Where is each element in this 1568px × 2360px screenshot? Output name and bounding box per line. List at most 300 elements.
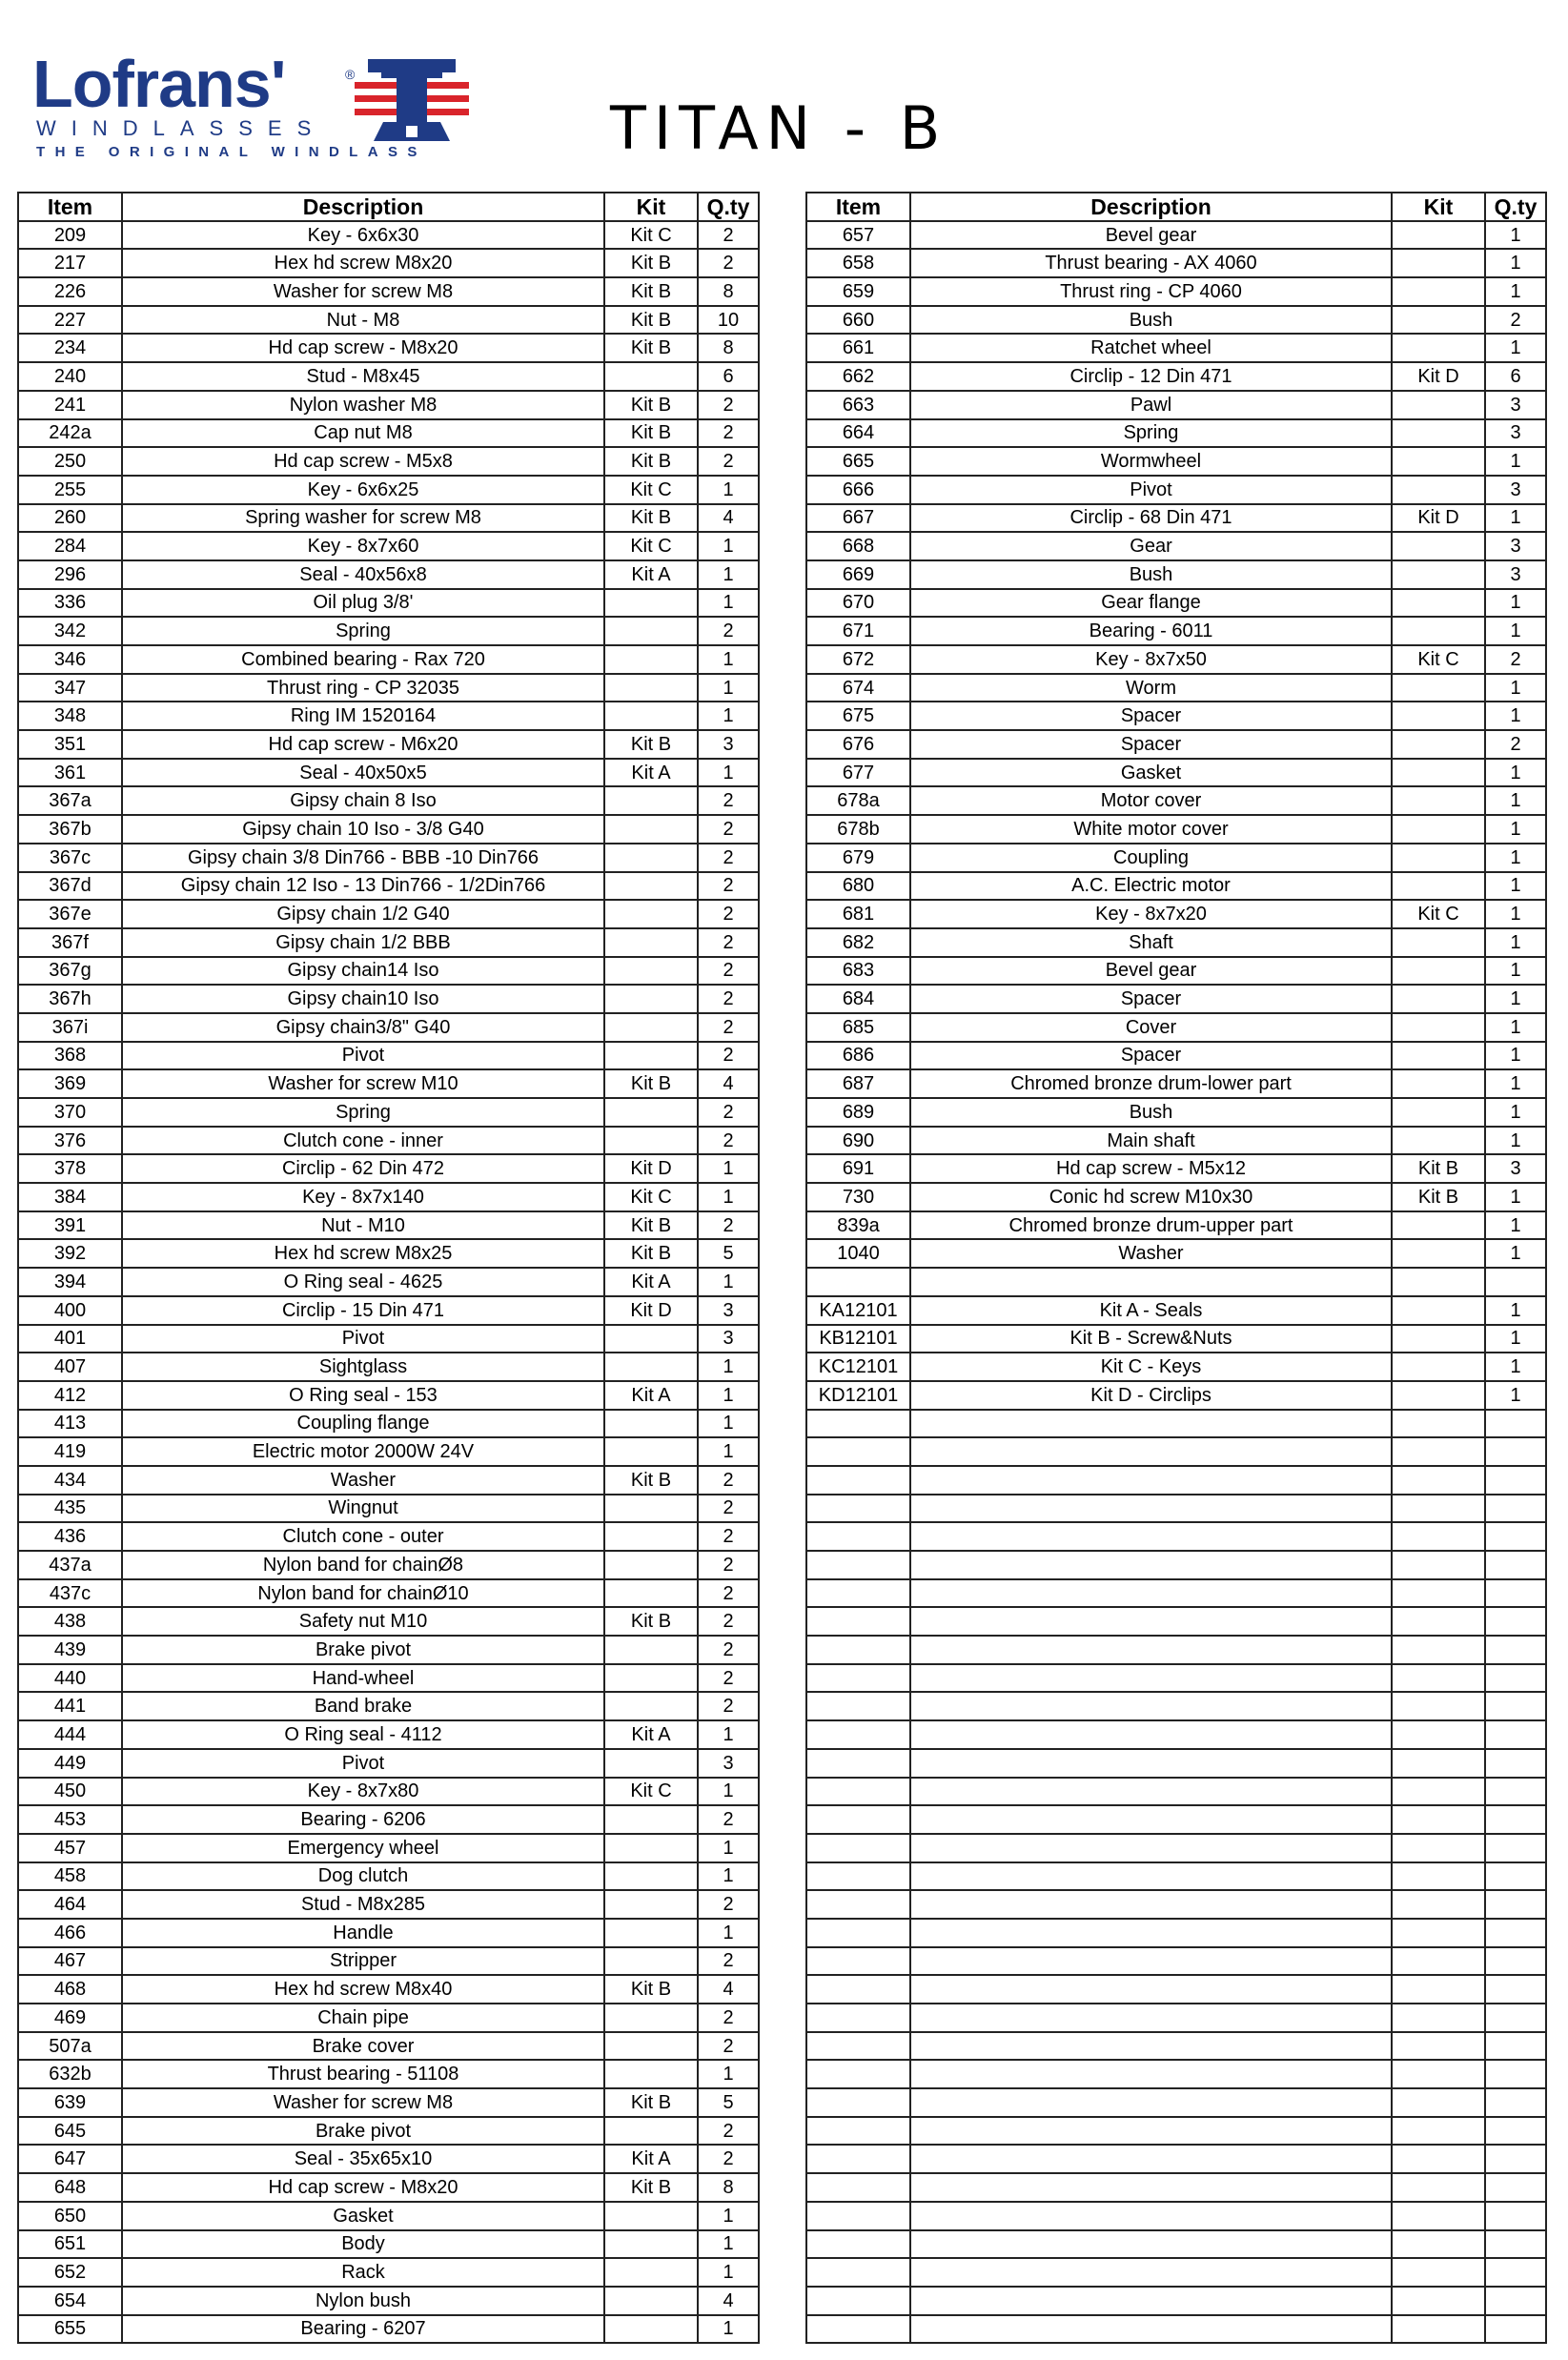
cell-item (806, 1410, 910, 1438)
cell-description: Shaft (910, 928, 1392, 957)
cell-item: 392 (18, 1239, 122, 1268)
cell-qty (1485, 2088, 1546, 2117)
cell-qty: 1 (1485, 759, 1546, 787)
cell-kit (604, 786, 698, 815)
table-row (806, 2032, 1546, 2061)
header-description: Description (910, 193, 1392, 221)
cell-description (910, 2202, 1392, 2230)
cell-item: 675 (806, 702, 910, 730)
cell-description: Chain pipe (122, 2004, 604, 2032)
cell-kit (604, 928, 698, 957)
table-row (806, 334, 1546, 362)
header-qty: Q.ty (698, 193, 759, 221)
cell-kit (1392, 2258, 1485, 2287)
cell-qty: 2 (698, 1551, 759, 1579)
cell-description (910, 1437, 1392, 1466)
table-row (806, 1890, 1546, 1919)
cell-item: 662 (806, 362, 910, 391)
table-row (18, 702, 759, 730)
table-row (806, 476, 1546, 504)
registered-mark: ® (345, 67, 356, 82)
cell-description: Ring IM 1520164 (122, 702, 604, 730)
cell-item: 659 (806, 277, 910, 306)
cell-item: 665 (806, 447, 910, 476)
cell-item: 645 (18, 2117, 122, 2146)
table-row (806, 957, 1546, 986)
table-row (806, 1239, 1546, 1268)
table-row (18, 1664, 759, 1693)
table-row (18, 2202, 759, 2230)
cell-qty: 1 (1485, 702, 1546, 730)
cell-kit (1392, 1127, 1485, 1155)
cell-kit (1392, 2060, 1485, 2088)
cell-item (806, 2088, 910, 2117)
cell-description: Key - 8x7x80 (122, 1778, 604, 1806)
cell-description: Washer for screw M10 (122, 1069, 604, 1098)
table-row (18, 617, 759, 645)
cell-description: Circlip - 68 Din 471 (910, 504, 1392, 533)
cell-qty (1485, 2202, 1546, 2230)
cell-kit (604, 900, 698, 928)
header-item: Item (18, 193, 122, 221)
cell-kit (1392, 1013, 1485, 1042)
cell-description: Nylon bush (122, 2287, 604, 2315)
table-row (18, 1636, 759, 1664)
cell-qty: 1 (1485, 1098, 1546, 1127)
cell-kit (1392, 1862, 1485, 1891)
cell-qty: 2 (698, 419, 759, 448)
cell-kit (1392, 2032, 1485, 2061)
cell-kit (1392, 476, 1485, 504)
cell-qty: 1 (698, 702, 759, 730)
cell-qty: 1 (1485, 786, 1546, 815)
cell-kit (1392, 872, 1485, 901)
cell-item: 348 (18, 702, 122, 730)
cell-qty: 1 (698, 2230, 759, 2259)
table-row (806, 419, 1546, 448)
cell-item: 647 (18, 2145, 122, 2173)
cell-item: 342 (18, 617, 122, 645)
table-row (18, 2287, 759, 2315)
table-row (806, 1495, 1546, 1523)
table-row (806, 249, 1546, 277)
cell-kit (1392, 1579, 1485, 1608)
cell-qty: 1 (698, 2060, 759, 2088)
table-row (18, 900, 759, 928)
table-row (18, 391, 759, 419)
cell-description: Gipsy chain 1/2 BBB (122, 928, 604, 957)
cell-kit (1392, 1239, 1485, 1268)
cell-kit (1392, 1692, 1485, 1720)
cell-qty: 3 (1485, 532, 1546, 560)
cell-description: Key - 8x7x60 (122, 532, 604, 560)
cell-qty: 1 (1485, 221, 1546, 250)
table-row (806, 1522, 1546, 1551)
cell-description: Pivot (122, 1749, 604, 1778)
cell-description: Hd cap screw - M5x8 (122, 447, 604, 476)
cell-kit: Kit C (1392, 645, 1485, 674)
cell-qty: 2 (698, 844, 759, 872)
cell-kit (604, 702, 698, 730)
cell-description (910, 1720, 1392, 1749)
cell-qty: 3 (1485, 1154, 1546, 1183)
cell-item: 434 (18, 1466, 122, 1495)
cell-item (806, 2230, 910, 2259)
cell-kit: Kit C (604, 221, 698, 250)
cell-qty: 2 (698, 2004, 759, 2032)
cell-kit (1392, 249, 1485, 277)
cell-qty: 1 (698, 645, 759, 674)
cell-qty: 2 (698, 2032, 759, 2061)
cell-kit (1392, 306, 1485, 335)
cell-description: Seal - 40x56x8 (122, 560, 604, 589)
cell-item: 435 (18, 1495, 122, 1523)
cell-qty: 2 (698, 1890, 759, 1919)
cell-kit (1392, 1211, 1485, 1240)
table-row (18, 1296, 759, 1325)
cell-item: 652 (18, 2258, 122, 2287)
table-row (806, 1749, 1546, 1778)
cell-kit (604, 1805, 698, 1834)
cell-item: 668 (806, 532, 910, 560)
cell-description: Pivot (122, 1042, 604, 1070)
table-row (806, 786, 1546, 815)
cell-qty: 1 (1485, 1013, 1546, 1042)
table-row (18, 532, 759, 560)
cell-qty: 6 (698, 362, 759, 391)
cell-kit (1392, 2004, 1485, 2032)
cell-item (806, 1268, 910, 1296)
table-row (18, 1947, 759, 1976)
cell-description: Nylon washer M8 (122, 391, 604, 419)
cell-item: 367d (18, 872, 122, 901)
cell-qty: 1 (1485, 1069, 1546, 1098)
cell-item: 449 (18, 1749, 122, 1778)
cell-qty (1485, 1495, 1546, 1523)
cell-qty (1485, 2315, 1546, 2344)
cell-qty: 3 (698, 1296, 759, 1325)
table-row (806, 447, 1546, 476)
cell-description (910, 1579, 1392, 1608)
cell-kit (1392, 730, 1485, 759)
cell-description (910, 2230, 1392, 2259)
cell-kit (1392, 1720, 1485, 1749)
table-row (18, 730, 759, 759)
cell-kit: Kit D (1392, 504, 1485, 533)
cell-qty (1485, 1720, 1546, 1749)
table-row (806, 1947, 1546, 1976)
cell-kit (1392, 1522, 1485, 1551)
cell-qty: 1 (1485, 249, 1546, 277)
table-row (18, 1890, 759, 1919)
cell-qty: 1 (1485, 1296, 1546, 1325)
cell-description: Gipsy chain3/8" G40 (122, 1013, 604, 1042)
header-kit: Kit (604, 193, 698, 221)
cell-kit (604, 617, 698, 645)
table-row (18, 2315, 759, 2344)
table-row (806, 1834, 1546, 1862)
cell-kit: Kit C (604, 476, 698, 504)
cell-qty: 1 (698, 1437, 759, 1466)
cell-description (910, 1692, 1392, 1720)
cell-kit: Kit B (604, 391, 698, 419)
cell-item: 241 (18, 391, 122, 419)
cell-kit: Kit B (604, 1211, 698, 1240)
cell-qty: 2 (698, 617, 759, 645)
table-row (18, 1381, 759, 1410)
cell-qty: 5 (698, 2088, 759, 2117)
cell-qty: 2 (1485, 730, 1546, 759)
cell-description: O Ring seal - 4112 (122, 1720, 604, 1749)
cell-description (910, 1495, 1392, 1523)
cell-qty: 2 (698, 1466, 759, 1495)
table-row (806, 759, 1546, 787)
cell-kit (1392, 674, 1485, 702)
table-row (806, 1778, 1546, 1806)
cell-description: Hex hd screw M8x25 (122, 1239, 604, 1268)
table-row (18, 2173, 759, 2202)
cell-item (806, 1522, 910, 1551)
cell-description: Gear (910, 532, 1392, 560)
cell-description (910, 2145, 1392, 2173)
cell-qty: 1 (698, 1410, 759, 1438)
cell-qty: 1 (698, 1183, 759, 1211)
cell-qty: 4 (698, 1069, 759, 1098)
table-row (18, 1692, 759, 1720)
cell-description (910, 2060, 1392, 2088)
cell-description: Cover (910, 1013, 1392, 1042)
cell-item: 691 (806, 1154, 910, 1183)
cell-kit (1392, 221, 1485, 250)
cell-description: Spring (910, 419, 1392, 448)
cell-description: Bush (910, 1098, 1392, 1127)
cell-kit (1392, 957, 1485, 986)
cell-item: 391 (18, 1211, 122, 1240)
cell-item: 401 (18, 1325, 122, 1353)
cell-kit (604, 1325, 698, 1353)
table-row (806, 1862, 1546, 1891)
cell-description: Thrust ring - CP 4060 (910, 277, 1392, 306)
cell-qty (1485, 1890, 1546, 1919)
cell-qty: 2 (698, 786, 759, 815)
table-row (18, 1551, 759, 1579)
cell-qty: 2 (1485, 306, 1546, 335)
table-row (806, 1098, 1546, 1127)
cell-qty (1485, 1551, 1546, 1579)
cell-kit: Kit A (604, 560, 698, 589)
cell-qty (1485, 1692, 1546, 1720)
cell-item: 376 (18, 1127, 122, 1155)
cell-kit (604, 1127, 698, 1155)
cell-description (910, 2004, 1392, 2032)
table-row (806, 1325, 1546, 1353)
cell-item: 1040 (806, 1239, 910, 1268)
cell-kit (604, 1579, 698, 1608)
cell-item: 450 (18, 1778, 122, 1806)
cell-description (910, 1410, 1392, 1438)
cell-item: 438 (18, 1607, 122, 1636)
table-row (18, 2230, 759, 2259)
cell-item: KC12101 (806, 1353, 910, 1381)
table-row (806, 1919, 1546, 1947)
cell-item: 661 (806, 334, 910, 362)
cell-qty: 1 (698, 1834, 759, 1862)
table-header-row (806, 193, 1546, 221)
table-row (806, 1353, 1546, 1381)
cell-kit (1392, 1890, 1485, 1919)
table-row (18, 1098, 759, 1127)
cell-kit (1392, 2230, 1485, 2259)
cell-qty: 3 (1485, 560, 1546, 589)
cell-qty: 3 (1485, 391, 1546, 419)
table-row (18, 1522, 759, 1551)
cell-qty: 2 (698, 872, 759, 901)
cell-description (910, 1862, 1392, 1891)
cell-description (910, 1636, 1392, 1664)
cell-description: Main shaft (910, 1127, 1392, 1155)
cell-qty: 2 (698, 1211, 759, 1240)
table-row (806, 2287, 1546, 2315)
table-row (18, 1495, 759, 1523)
cell-qty: 2 (698, 1042, 759, 1070)
cell-kit (1392, 1410, 1485, 1438)
table-row (18, 277, 759, 306)
cell-item: 367b (18, 815, 122, 844)
cell-description: Seal - 40x50x5 (122, 759, 604, 787)
cell-item (806, 1720, 910, 1749)
cell-item: 664 (806, 419, 910, 448)
cell-item: KA12101 (806, 1296, 910, 1325)
table-row (806, 1154, 1546, 1183)
table-row (18, 1042, 759, 1070)
cell-kit (1392, 2117, 1485, 2146)
table-row (18, 786, 759, 815)
cell-item: 667 (806, 504, 910, 533)
table-row (18, 2088, 759, 2117)
cell-kit: Kit B (604, 1607, 698, 1636)
cell-item (806, 1834, 910, 1862)
cell-kit (604, 1495, 698, 1523)
cell-kit: Kit B (604, 306, 698, 335)
cell-description: Stud - M8x285 (122, 1890, 604, 1919)
cell-kit (1392, 1778, 1485, 1806)
cell-kit (1392, 786, 1485, 815)
cell-description (910, 1890, 1392, 1919)
cell-kit (1392, 2315, 1485, 2344)
cell-kit: Kit B (1392, 1154, 1485, 1183)
cell-item (806, 1664, 910, 1693)
cell-item (806, 1607, 910, 1636)
cell-qty: 1 (1485, 844, 1546, 872)
cell-description: Chromed bronze drum-lower part (910, 1069, 1392, 1098)
cell-description: Key - 8x7x50 (910, 645, 1392, 674)
cell-qty: 2 (698, 1947, 759, 1976)
cell-item: KB12101 (806, 1325, 910, 1353)
cell-item: 684 (806, 985, 910, 1013)
cell-kit (1392, 1353, 1485, 1381)
table-row (18, 1778, 759, 1806)
cell-item: 674 (806, 674, 910, 702)
cell-qty: 2 (698, 928, 759, 957)
cell-description: Nut - M10 (122, 1211, 604, 1240)
cell-description (910, 1268, 1392, 1296)
cell-item: 682 (806, 928, 910, 957)
table-row (18, 1975, 759, 2004)
cell-item: 419 (18, 1437, 122, 1466)
cell-item (806, 2004, 910, 2032)
cell-description: Chromed bronze drum-upper part (910, 1211, 1392, 1240)
table-row (18, 1239, 759, 1268)
cell-kit (1392, 617, 1485, 645)
cell-qty: 1 (1485, 589, 1546, 618)
cell-item (806, 2032, 910, 2061)
lofrans-logo (32, 47, 444, 164)
cell-kit (1392, 1947, 1485, 1976)
cell-kit: Kit C (604, 532, 698, 560)
cell-item: 686 (806, 1042, 910, 1070)
logo-tagline-windlasses: WINDLASSES (36, 116, 327, 140)
table-row (806, 1268, 1546, 1296)
cell-kit (604, 2032, 698, 2061)
cell-qty: 1 (1485, 1381, 1546, 1410)
cell-qty: 1 (1485, 674, 1546, 702)
cell-kit (1392, 1636, 1485, 1664)
cell-description: Bush (910, 560, 1392, 589)
cell-kit: Kit A (604, 1381, 698, 1410)
cell-qty: 3 (1485, 476, 1546, 504)
cell-item: 671 (806, 617, 910, 645)
cell-item: 367e (18, 900, 122, 928)
cell-item: 839a (806, 1211, 910, 1240)
cell-qty (1485, 1805, 1546, 1834)
cell-kit (604, 985, 698, 1013)
cell-description: Gipsy chain10 Iso (122, 985, 604, 1013)
cell-qty (1485, 2287, 1546, 2315)
cell-kit: Kit A (604, 1720, 698, 1749)
cell-qty: 2 (698, 1127, 759, 1155)
cell-kit: Kit A (604, 759, 698, 787)
cell-description: Gipsy chain14 Iso (122, 957, 604, 986)
cell-item: 689 (806, 1098, 910, 1127)
table-row (18, 419, 759, 448)
cell-qty (1485, 1437, 1546, 1466)
cell-qty (1485, 1579, 1546, 1608)
cell-kit (604, 362, 698, 391)
cell-item: 657 (806, 221, 910, 250)
cell-item: 407 (18, 1353, 122, 1381)
cell-kit (1392, 419, 1485, 448)
cell-kit (1392, 1664, 1485, 1693)
table-row (18, 1069, 759, 1098)
cell-item: 466 (18, 1919, 122, 1947)
cell-qty: 2 (698, 900, 759, 928)
cell-kit: Kit A (604, 2145, 698, 2173)
table-row (806, 900, 1546, 928)
cell-item: 400 (18, 1296, 122, 1325)
cell-qty: 2 (698, 1607, 759, 1636)
table-row (806, 532, 1546, 560)
cell-kit: Kit B (604, 277, 698, 306)
cell-qty (1485, 1522, 1546, 1551)
cell-qty: 2 (698, 1805, 759, 1834)
cell-kit: Kit B (604, 730, 698, 759)
cell-qty (1485, 2230, 1546, 2259)
table-row (18, 504, 759, 533)
cell-description: Clutch cone - outer (122, 1522, 604, 1551)
cell-kit (1392, 447, 1485, 476)
cell-description: Pawl (910, 391, 1392, 419)
cell-qty (1485, 1919, 1546, 1947)
